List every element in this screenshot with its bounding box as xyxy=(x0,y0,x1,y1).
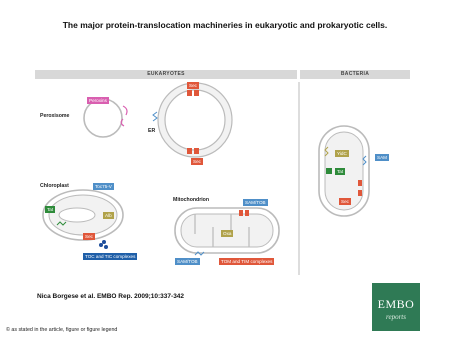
label-chloroplast: Chloroplast xyxy=(40,183,69,189)
figure-title: The major protein-translocation machineries in eukaryotic and prokaryotic cells. xyxy=(62,20,388,30)
tag-sec-bacteria: Sec xyxy=(341,199,349,204)
citation: Nica Borgese et al. EMBO Rep. 2009;10:337-342 xyxy=(37,293,185,300)
bact-sec-channel xyxy=(358,180,362,186)
bact-tat-channel xyxy=(326,168,332,174)
label-er: ER xyxy=(148,128,156,134)
tag-tat-bacteria: Tat xyxy=(337,169,344,174)
bacteria-header: BACTERIA xyxy=(300,70,410,79)
er-inner xyxy=(165,90,225,150)
tag-sam-bacteria: SAM xyxy=(377,155,387,160)
label-peroxisome: Peroxisome xyxy=(40,113,70,119)
er-sec-channel-top xyxy=(187,90,192,96)
tag-alb: Alb xyxy=(105,213,112,218)
tag-sam-tob-bottom: SAM/TOB xyxy=(177,259,198,264)
tag-er-sec-top: Sec xyxy=(189,83,197,88)
eukaryotes-header: EUKARYOTES xyxy=(35,70,297,79)
peroxisome-membrane xyxy=(84,99,122,137)
er-sec-channel-bottom-2 xyxy=(194,148,199,154)
logo-line-2: reports xyxy=(386,313,406,321)
label-mitochondrion: Mitochondrion xyxy=(173,197,210,203)
footer-note: © as stated in the article, figure or figure legend xyxy=(6,327,118,333)
tag-peroxins: Peroxins xyxy=(89,98,107,103)
tag-sam-tob-top: SAM/TOB xyxy=(245,200,266,205)
tag-sec-chloroplast: Sec xyxy=(85,234,93,239)
chl-dot-3 xyxy=(102,240,106,244)
mito-tom-channel-2 xyxy=(245,210,249,216)
er-tail-anchor xyxy=(153,112,157,121)
tag-oxa: Oxa xyxy=(223,231,232,236)
logo-line-1: EMBO xyxy=(377,297,415,311)
er-sec-channel-bottom xyxy=(187,148,192,154)
tag-tat-chloroplast: Tat xyxy=(47,207,54,212)
peroxin-export-arrow xyxy=(121,119,124,126)
peroxin-import-arrow xyxy=(123,106,127,115)
embo-reports-logo xyxy=(372,283,420,331)
tag-yidc: YidC xyxy=(337,151,347,156)
tag-tom-tim: TOM and TIM complexes xyxy=(221,259,273,264)
chl-dot-1 xyxy=(99,243,103,247)
mito-tom-channel xyxy=(239,210,243,216)
thylakoid xyxy=(59,208,95,222)
tag-toc-tic: TOC and TIC complexes xyxy=(85,254,136,259)
chl-dot-2 xyxy=(104,245,108,249)
tag-er-sec-bottom: Sec xyxy=(193,159,201,164)
er-sec-channel-top-2 xyxy=(194,90,199,96)
bact-sec-channel-2 xyxy=(358,190,362,196)
diagram-area xyxy=(35,70,410,275)
tag-toc75: Toc75-V xyxy=(95,184,112,189)
